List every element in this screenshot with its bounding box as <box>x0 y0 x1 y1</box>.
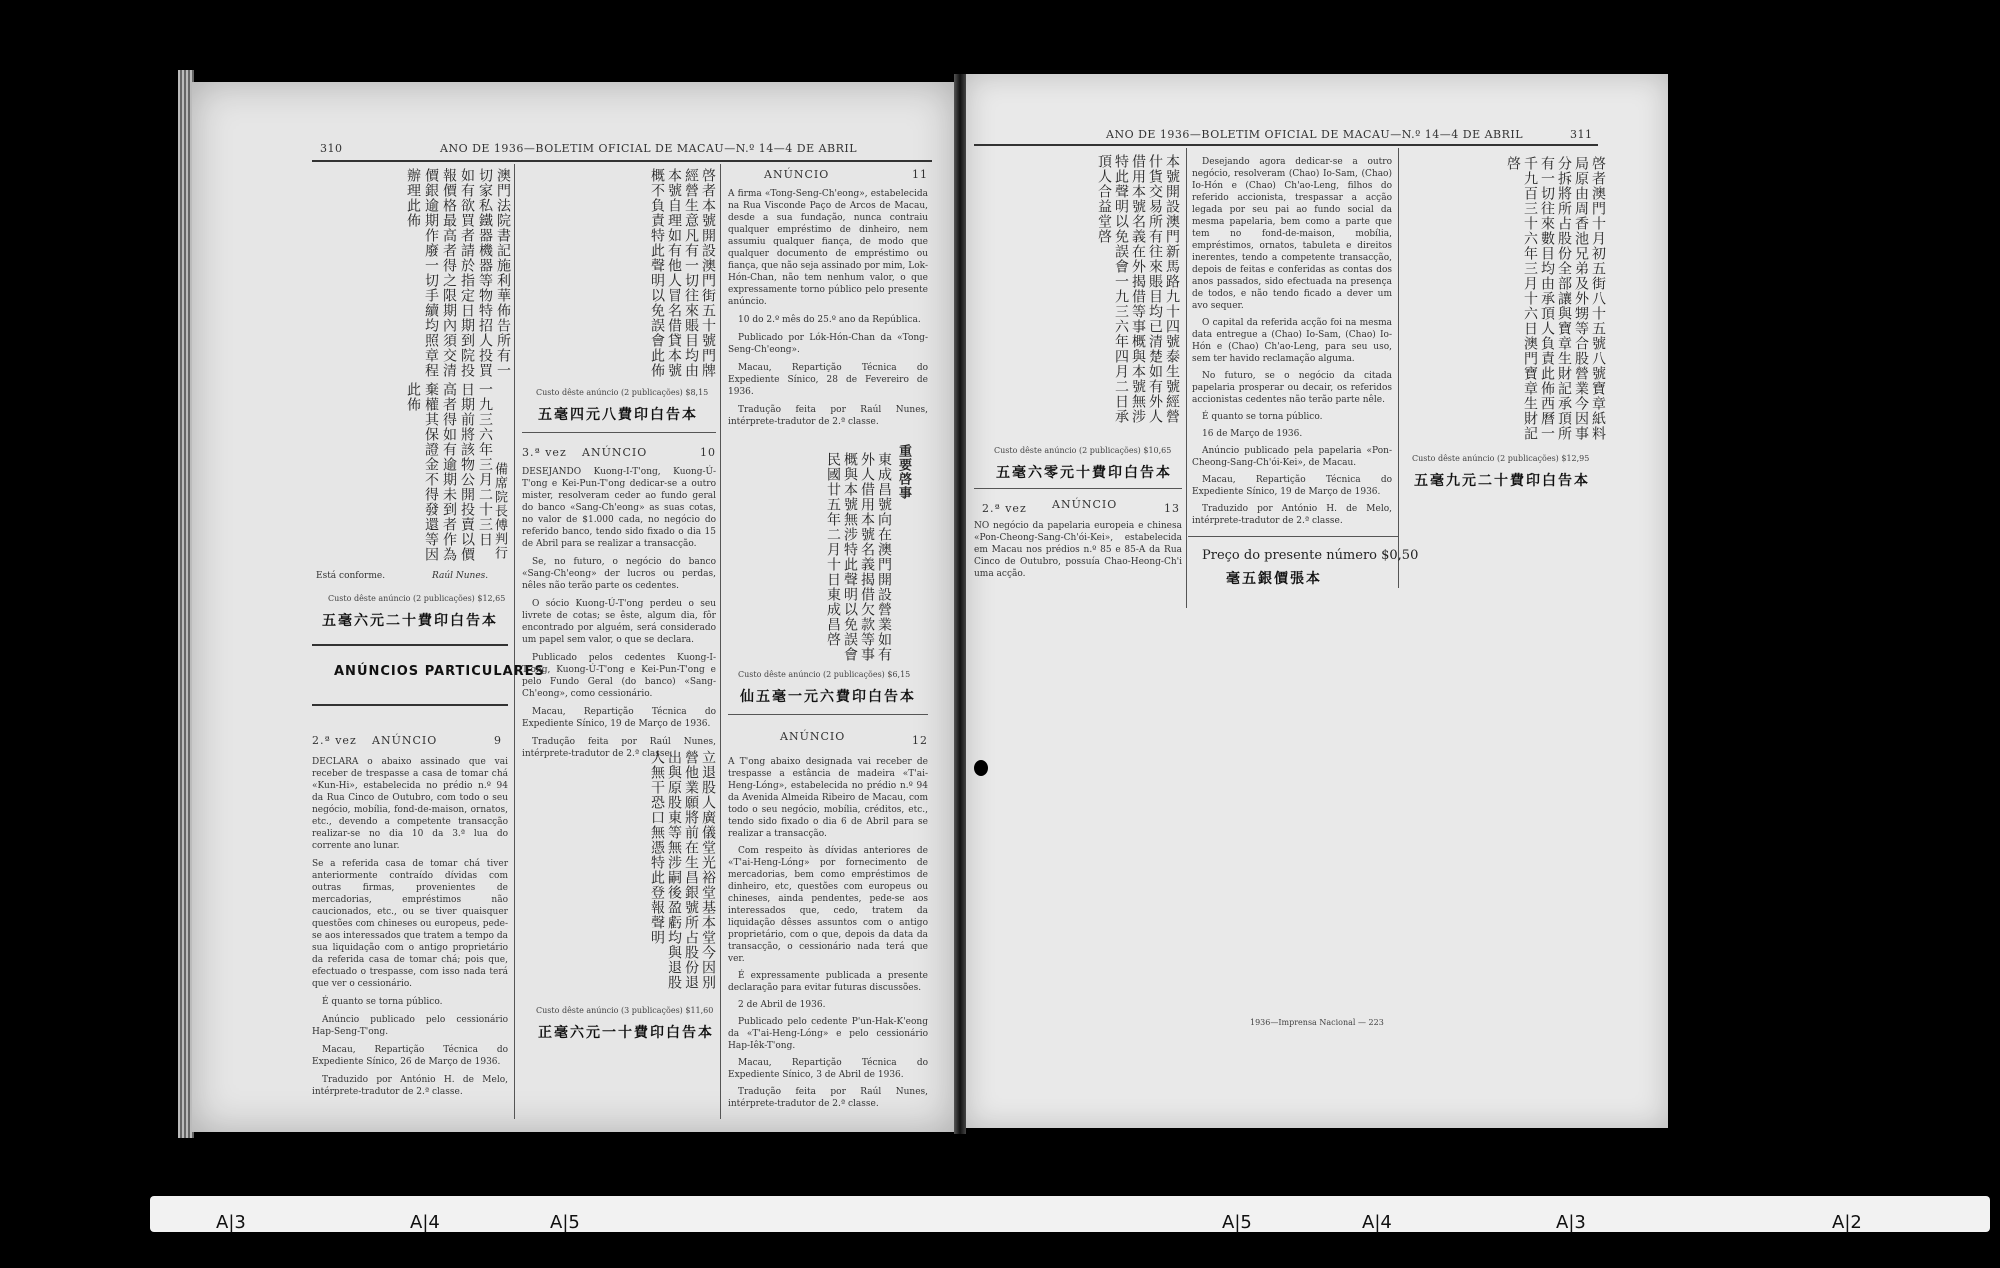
ad10-vez: 3.ª vez <box>522 446 567 459</box>
zh-ad11-text: 啓者本號開設澳門街五十號門牌經營生意凡有一切往來賬目均由本號自理如有他人冒名借貸本號概不負責特此聲明以免誤會此佈 <box>649 168 716 378</box>
cost-line-zh: 五毫六元二十費印白告本 <box>322 613 498 629</box>
ad10-p6: Tradução feita por Raúl Nunes, intérprete-tradutor de 2.ª classe. <box>522 737 716 759</box>
ad10-p2: Se, no futuro, o negócio do banco «Sang-Ch'eong» der lucros ou perdas, nêles não terão parte os cedentes. <box>522 557 716 591</box>
ad10-title: ANÚNCIO <box>582 446 648 459</box>
ad13-p1: NO negócio da papelaria europeia e chinesa «Pon-Cheong-Sang-Ch'ói-Kei», estabelecida em Macau nos prédios n.º 85 e 85-A da Rua Cinco de Outubro, possuía Chao-Heong-Ch'i uma acção. <box>974 521 1182 579</box>
running-head: ANO DE 1936—BOLETIM OFICIAL DE MACAU—N.º 14—4 DE ABRIL <box>440 142 858 155</box>
ad11-p4: Macau, Repartição Técnica do Expediente Sínico, 28 de Fevereiro de 1936. <box>728 363 928 397</box>
ad11-number: 11 <box>912 168 928 181</box>
ad-divider <box>522 432 716 433</box>
ad10-cost: Custo dêste anúncio (3 publicações) $11,60 <box>536 1006 714 1015</box>
film-marker: A|2 <box>1832 1212 1862 1233</box>
ad12-p5: Publicado pelo cedente P'un-Hak-K'eong da «T'ai-Heng-Lóng» e pelo cessionário Hap-Iêk-T'ong. <box>728 1017 928 1051</box>
ad12-p4: 2 de Abril de 1936. <box>738 1000 826 1010</box>
zh-ad10-text: 立退股人廣儀堂光裕堂基本堂今因別營他業願將前在生昌銀號所占股份退出與原股東等無涉嗣後盈虧均與退股人無干恐口無憑特此登報聲明 <box>649 750 716 990</box>
zh-signature: 備席院長傅判行 <box>492 462 507 560</box>
ad13-number: 13 <box>1164 502 1180 515</box>
colC-cost-zh: 五毫九元二十費印白告本 <box>1414 473 1590 489</box>
film-marker: A|3 <box>1556 1212 1586 1233</box>
price-line-zh: 毫五銀價張本 <box>1226 571 1322 587</box>
ad10-p4: Publicado pelos cedentes Kuong-I-T'ong, Kuong-Ú-T'ong e Kei-Pun-T'ong e pelo Fundo Geral (do banco) «Sang-Ch'eong», como cessionário. <box>522 653 716 699</box>
ad11-p1: A firma «Tong-Seng-Ch'eong», estabelecida na Rua Visconde Paço de Arcos de Macau, desde a sua fundação, nunca contraiu qualquer empréstimo de dinheiro, nem assumiu qualquer fiança, de modo que qualquer documento de empréstimo ou fiança, que não seja assinado por mim, Lok-Hón-Chan, não tem nenhum valor, o que expressamente torno público pelo presente anúncio. <box>728 189 928 307</box>
ad12-p2: Com respeito às dívidas anteriores de «T'ai-Heng-Lóng» por fornecimento de mercadorias, bem como empréstimos de dinheiro, etc, questões com europeus ou chineses, ainda pendentes, pede-se aos interessados que, cedo, tratem da liquidação dêsses assuntos com o antigo proprietário, com o que, depois da data da transacção, o cessionário nada terá que ver. <box>728 846 928 964</box>
header-rule <box>312 160 932 162</box>
section-rule <box>312 704 508 706</box>
price-line: Preço do presente número $0,50 <box>1202 548 1419 563</box>
zh-colC-text: 啓者澳門十月初五街八十五號八號寶章紙料局原由周香池兄弟及外甥等合股營業今因事分拆將所占股份全部讓與寶章生財記承頂所有一切往來數目均由承頂人負責此佈西曆一千九百三十六年三月十六日澳門寶章生財記啓 <box>1505 156 1606 441</box>
ad13-body <box>974 520 1182 580</box>
film-marker: A|4 <box>1362 1212 1392 1233</box>
ad11-p2: 10 do 2.º mês do 25.º ano da República. <box>738 315 921 325</box>
colB-p8: Traduzido por António H. de Melo, intérprete-tradutor de 2.ª classe. <box>1192 504 1392 526</box>
section-title: ANÚNCIOS PARTICULARES <box>334 664 545 679</box>
colB-p7: Macau, Repartição Técnica do Expediente Sínico, 19 de Março de 1936. <box>1192 475 1392 497</box>
zh-court-notice-text: 澳門法院書記施利華佈告所有一切家私鐵器機器等物特招人投買如有欲買者請於指定日期到院投報價格最高者得之限期內須交清價銀逾期作廢一切手續均照章程辦理此佈 <box>405 168 511 378</box>
ad9-p1: DECLARA o abaixo assinado que vai receber de trespasse a casa de tomar chá «Kun-Hi», estabelecida no prédio n.º 94 da Rua Cinco de Outubro, com todo o seu negócio, mobília, fond-de-maison, ornatos, etc., devendo a competente transacção realizar-se no dia 10 da 3.ª lua do corrente ano lunar. <box>312 757 508 851</box>
zh-court-notice-date: 一九三六年三月二十三日 日期前將該物公開投賣以價高者得如有逾期未到者作為棄權其保證金不得發還等因此佈 <box>405 382 493 562</box>
ad10-p1: DESEJANDO Kuong-I-T'ong, Kuong-Ú-T'ong e Kei-Pun-T'ong dedicar-se a outro mister, resolveram ceder ao fundo geral do banco «Sang-Ch'eong» as suas cotas, no valor de $1.000 cada, no negócio do referido banco, tendo sido fixado o dia 15 de Abril para se realizar a transacção. <box>522 467 716 549</box>
column-divider <box>514 164 515 1119</box>
page-number: 310 <box>320 142 343 155</box>
ad11-p3: Publicado por Lók-Hón-Chan da «Tong-Seng-Ch'eong». <box>728 333 928 355</box>
conforme: Está conforme. <box>316 571 386 581</box>
zh-notice-cost-zh: 仙五毫一元六費印白告本 <box>740 689 916 705</box>
ad-divider <box>974 488 1182 489</box>
zh-notice-head: 重要啓事 <box>896 444 911 500</box>
ad9-p4: Anúncio publicado pelo cessionário Hap-Seng-T'ong. <box>312 1015 508 1037</box>
ad12-title: ANÚNCIO <box>780 730 846 743</box>
film-marker: A|3 <box>216 1212 246 1233</box>
ad9-p6: Traduzido por António H. de Melo, intérprete-tradutor de 2.ª classe. <box>312 1075 508 1097</box>
book-binding <box>954 74 966 1134</box>
column-divider <box>1186 148 1187 608</box>
ink-blot <box>974 760 988 776</box>
imprint: 1936—Imprensa Nacional — 223 <box>1250 1018 1384 1027</box>
film-marker: A|5 <box>1222 1212 1252 1233</box>
ad12-number: 12 <box>912 734 928 747</box>
ad13-title: ANÚNCIO <box>1052 498 1118 511</box>
film-marker: A|5 <box>550 1212 580 1233</box>
ad9-body <box>312 756 508 1098</box>
colB-p1: Desejando agora dedicar-se a outro negócio, resolveram (Chao) Io-Sam, (Chao) Io-Hón e (Chao) Ch'ao-Leng, filhos do referido accionista, trespassar a acção legada por seu pai ao fundo social da mesma papelaria, bem como a parte que tem no fond-de-maison, mobília, empréstimos, ornatos, tabuleta e direitos inerentes, tendo a competente transacção, depois de feitas e conferidas as contas dos anos passados, sido efectuada na presença de todos, e não tendo ficado a dever um avo sequer. <box>1192 157 1392 311</box>
left-page <box>192 82 954 1132</box>
price-rule <box>1188 536 1398 537</box>
colB-body <box>1192 156 1392 527</box>
running-head: ANO DE 1936—BOLETIM OFICIAL DE MACAU—N.º 14—4 DE ABRIL <box>1106 128 1524 141</box>
conforme-signature: Raúl Nunes. <box>432 571 489 581</box>
ad11-p5: Tradução feita por Raúl Nunes, intérprete-tradutor de 2.ª classe. <box>728 405 928 427</box>
ad9-p5: Macau, Repartição Técnica do Expediente Sínico, 26 de Março de 1936. <box>312 1045 508 1067</box>
ad11-zh-cost-zh: 五毫四元八費印白告本 <box>538 407 698 423</box>
ad12-p6: Macau, Repartição Técnica do Expediente Sínico, 3 de Abril de 1936. <box>728 1058 928 1080</box>
ad12-p1: A T'ong abaixo designada vai receber de trespasse a estância de madeira «T'ai-Heng-Lóng», estabelecida no prédio n.º 94 da Avenida Almeida Ribeiro de Macau, com todo o seu negócio, mobília, créditos, etc., tendo sido fixado o dia 6 de Abril para se realizar a transacção. <box>728 757 928 839</box>
zh-notice-text: 東成昌號向在澳門開設營業如有外人借用本號名義揭借欠款等事概與本號無涉特此聲明以免誤會民國廿五年二月十日東成昌啓 <box>825 452 892 662</box>
colA-cost-zh: 五毫六零元十費印白告本 <box>996 465 1172 481</box>
ad10-p5: Macau, Repartição Técnica do Expediente Sínico, 19 de Março de 1936. <box>522 707 716 729</box>
right-page <box>966 74 1668 1128</box>
ad12-body <box>728 756 928 1110</box>
ad11-body <box>728 188 928 428</box>
column-divider <box>720 164 721 1119</box>
ad11-title: ANÚNCIO <box>764 168 830 181</box>
header-rule <box>974 144 1598 146</box>
colB-p2: O capital da referida acção foi na mesma data entregue a (Chao) Io-Sam, (Chao) Io-Hón e (Chao) Ch'ao-Leng, para seu uso, sem ter havido reclamação alguma. <box>1192 318 1392 364</box>
film-marker: A|4 <box>410 1212 440 1233</box>
ad9-vez: 2.ª vez <box>312 734 357 747</box>
ad13-vez: 2.ª vez <box>982 502 1027 515</box>
ad10-cost-zh: 正毫六元一十費印白告本 <box>538 1025 714 1041</box>
zh-notice-cost: Custo dêste anúncio (2 publicações) $6,15 <box>738 670 911 679</box>
section-rule <box>312 644 508 646</box>
ad10-body <box>522 466 716 760</box>
ad10-number: 10 <box>700 446 716 459</box>
colB-p3: No futuro, se o negócio da citada papelaria prosperar ou decair, os referidos accionistas cedentes não terão parte nêle. <box>1192 371 1392 405</box>
ad12-p3: É expressamente publicada a presente declaração para evitar futuras discussões. <box>728 971 928 993</box>
colB-p4: É quanto se torna público. <box>1202 412 1323 422</box>
ad9-title: ANÚNCIO <box>372 734 438 747</box>
ad9-p3: É quanto se torna público. <box>322 997 443 1007</box>
colB-p6: Anúncio publicado pela papelaria «Pon-Cheong-Sang-Ch'ói-Kei», de Macau. <box>1192 446 1392 468</box>
ad-divider <box>728 714 928 715</box>
zh-ad13-text: 本號開設澳門新馬路九十四號泰生號經營什貨交易所有往來賬目均已清楚如有外人借用本號名義在外揭借等事概與本號無涉特此聲明以免誤會一九三六年四月二日承頂人合益堂啓 <box>1096 154 1180 424</box>
ad11-zh-cost: Custo dêste anúncio (2 publicações) $8,15 <box>536 388 709 397</box>
column-divider <box>1398 148 1399 588</box>
ad9-number: 9 <box>494 734 502 747</box>
page-number: 311 <box>1570 128 1593 141</box>
ad12-p7: Tradução feita por Raúl Nunes, intérprete-tradutor de 2.ª classe. <box>728 1087 928 1109</box>
colC-cost: Custo dêste anúncio (2 publicações) $12,95 <box>1412 454 1590 463</box>
ad9-p2: Se a referida casa de tomar chá tiver anteriormente contraído dívidas com outras firmas, provenientes de mercadorias, empréstimos não caucionados, etc., ou se tiver quaisquer questões com chineses ou europeus, pede-se aos interessados que tratem a tempo da sua liquidação com o antigo proprietário da referida casa de tomar chá; pois que, efectuado o trespasse, com isso nada terá que ver o cessionário. <box>312 859 508 989</box>
colB-p5: 16 de Março de 1936. <box>1202 429 1303 439</box>
ad10-p3: O sócio Kuong-Ú-T'ong perdeu o seu livrete de cotas; se êste, algum dia, fôr encontrado por alguém, será considerado um papel sem valor, o que se declara. <box>522 599 716 645</box>
cost-line: Custo dêste anúncio (2 publicações) $12,65 <box>328 594 506 603</box>
colA-cost: Custo dêste anúncio (2 publicações) $10,65 <box>994 446 1172 455</box>
